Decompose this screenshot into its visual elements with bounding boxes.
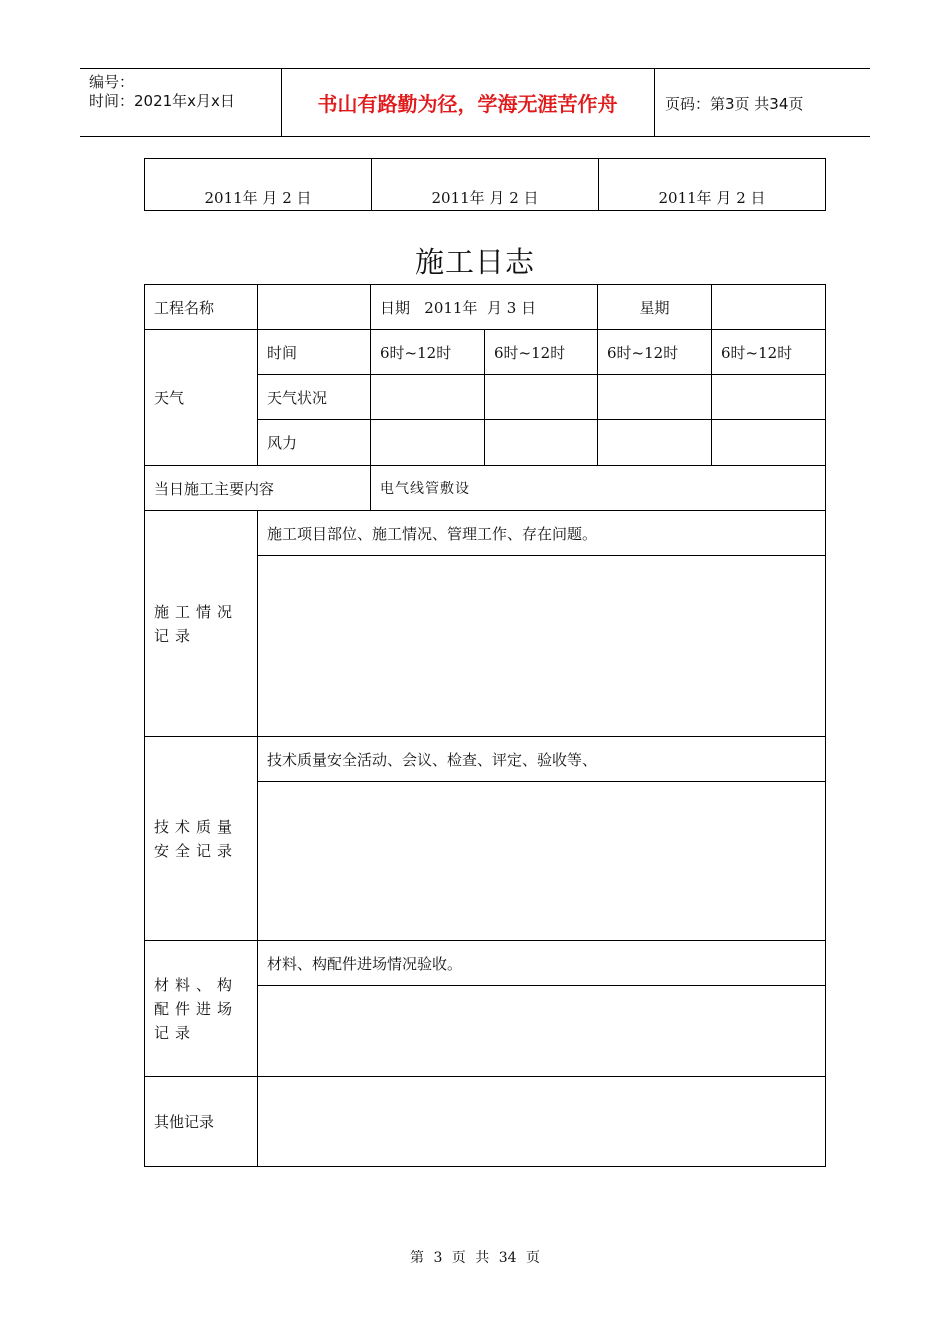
time-slot: 6时~12时 <box>485 330 598 375</box>
time-label: 时间：2021年x月x日 <box>89 92 235 110</box>
quality-record-field[interactable] <box>258 782 826 941</box>
table-row <box>145 737 826 782</box>
wind-cell[interactable] <box>371 420 485 466</box>
weather-condition-cell[interactable] <box>485 375 598 420</box>
table-row <box>145 466 826 511</box>
weather-condition-cell[interactable] <box>598 375 712 420</box>
wind-cell[interactable] <box>712 420 826 466</box>
header-page-indicator: 页码：第3页 共34页 <box>665 95 804 113</box>
wind-cell[interactable] <box>598 420 712 466</box>
signature-date: 2011年 月 2 日 <box>372 159 599 211</box>
weekday-field[interactable] <box>712 285 826 330</box>
project-name-field[interactable] <box>258 285 371 330</box>
weekday-label: 星期 <box>598 285 712 330</box>
time-slot: 6时~12时 <box>371 330 485 375</box>
construction-record-label: 施工情况记录 <box>145 511 258 737</box>
table-row <box>145 285 826 330</box>
main-content-field[interactable]: 电气线管敷设 <box>371 466 826 511</box>
material-record-label: 材料、构配件进场记录 <box>145 941 258 1077</box>
material-record-field[interactable] <box>258 986 826 1077</box>
construction-record-hint: 施工项目部位、施工情况、管理工作、存在问题。 <box>258 511 826 556</box>
page-title: 施工日志 <box>414 245 535 279</box>
weather-condition-cell[interactable] <box>371 375 485 420</box>
table-row <box>145 941 826 986</box>
table-row <box>145 330 826 375</box>
signature-date: 2011年 月 2 日 <box>599 159 826 211</box>
construction-log-table <box>144 284 826 1167</box>
construction-record-field[interactable] <box>258 556 826 737</box>
header-divider <box>654 69 655 136</box>
header-meta <box>89 73 235 111</box>
wind-cell[interactable] <box>485 420 598 466</box>
weather-label: 天气 <box>145 330 258 466</box>
table-row <box>145 511 826 556</box>
date-field[interactable]: 日期 2011年 月 3 日 <box>371 285 598 330</box>
page-header <box>80 68 870 137</box>
header-motto: 书山有路勤为径，学海无涯苦作舟 <box>317 92 618 116</box>
signature-date: 2011年 月 2 日 <box>145 159 372 211</box>
serial-label: 编号： <box>89 73 135 91</box>
quality-record-label: 技术质量安全记录 <box>145 737 258 941</box>
wind-label: 风力 <box>258 420 371 466</box>
weather-condition-cell[interactable] <box>712 375 826 420</box>
page-footer: 第 3 页 共 34 页 <box>410 1250 540 1266</box>
time-slot: 6时~12时 <box>598 330 712 375</box>
project-name-label: 工程名称 <box>145 285 258 330</box>
signature-table <box>144 158 826 211</box>
time-row-label: 时间 <box>258 330 371 375</box>
quality-record-hint: 技术质量安全活动、会议、检查、评定、验收等、 <box>258 737 826 782</box>
weather-condition-label: 天气状况 <box>258 375 371 420</box>
table-row <box>145 1077 826 1167</box>
time-slot: 6时~12时 <box>712 330 826 375</box>
other-record-field[interactable] <box>258 1077 826 1167</box>
other-record-label: 其他记录 <box>145 1077 258 1167</box>
main-content-label: 当日施工主要内容 <box>145 466 371 511</box>
material-record-hint: 材料、构配件进场情况验收。 <box>258 941 826 986</box>
